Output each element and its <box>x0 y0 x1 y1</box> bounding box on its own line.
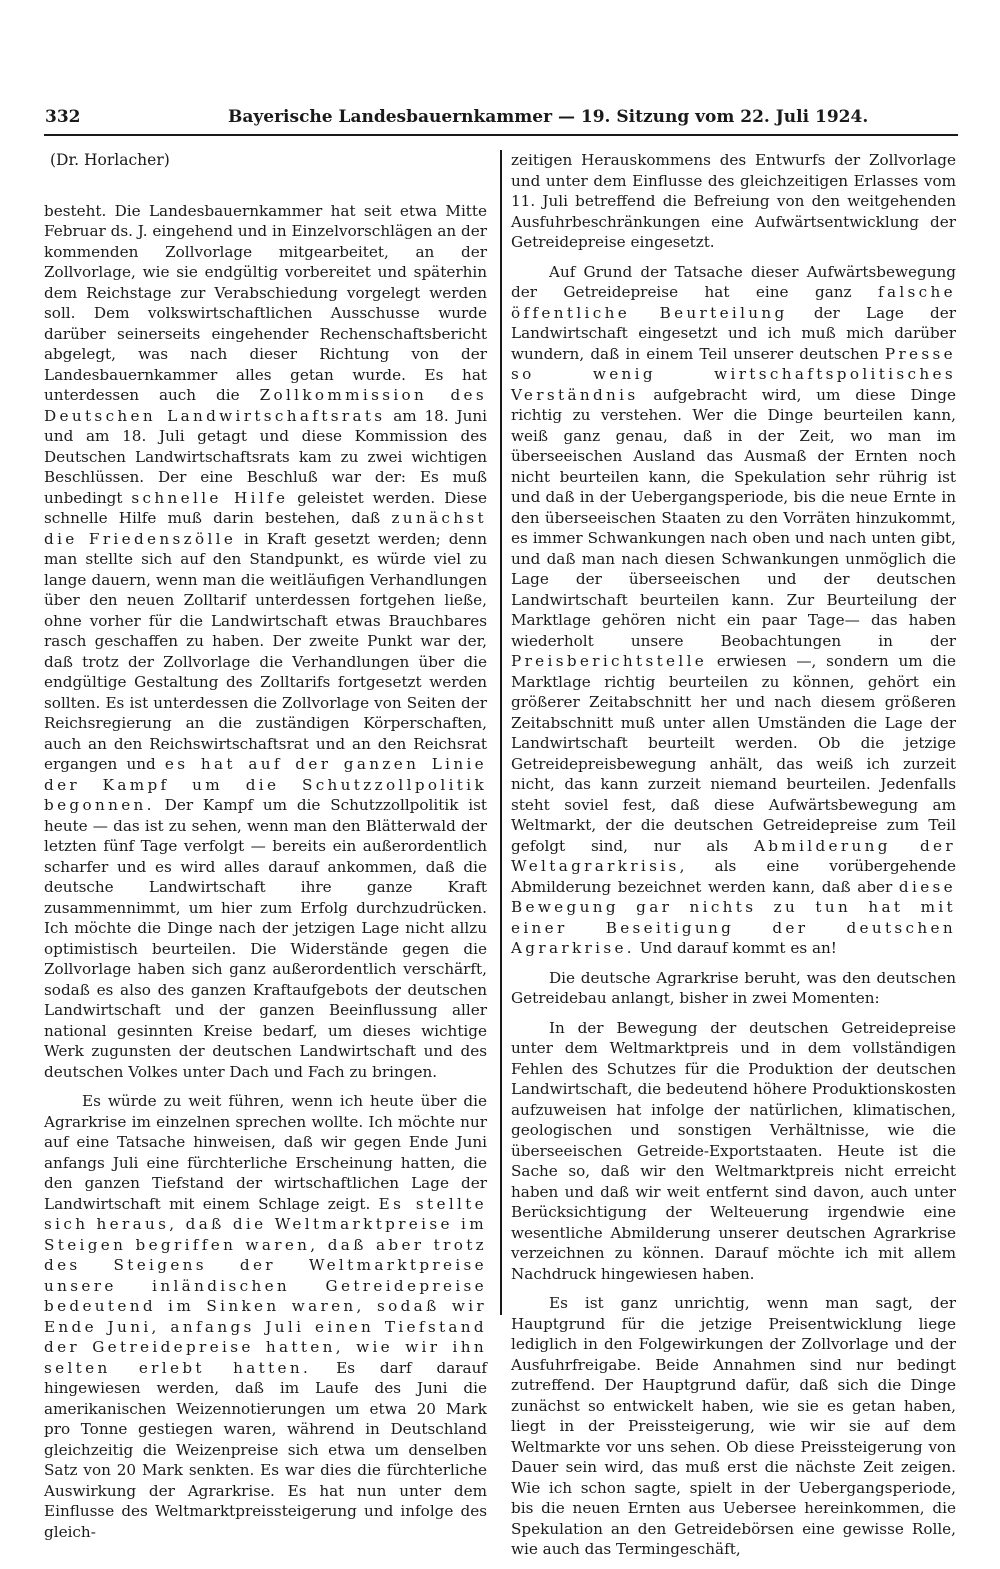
emphasis-text: Zollkommission des Deutschen Landwirtschaftsrats <box>44 386 488 425</box>
column-divider <box>500 150 502 1315</box>
emphasis-text: Abmilderung der Weltagrarkrisis <box>511 836 956 875</box>
text-run: Auf Grund der Tatsache dieser Aufwärtsbewegung der Getreidepreise hat eine ganz <box>511 262 956 301</box>
emphasis-text: zunächst die Friedenszölle <box>44 509 487 548</box>
text-run: aufgebracht wird, um diese Dinge richtig zu verstehen. Wer die Dinge beurteilen kann, weiß ganz genau, daß in der Zeit, wo man im überseeischen Ausland das Ausmaß der Ernten noch nicht beurteilen kann, die Spekulation sehr rührig ist und daß in der Uebergangsperiode, bis die neue Ernte in den überseeischen Staaten zu den Vorräten hinzukommt, es immer Schwankungen nach oben und nach unten gibt, und daß man nach diesen Schwankungen unmöglich die Lage der überseeischen und der deutschen Landwirtschaft beurteilen kann. Zur Beurteilung der Marktlage gehören nicht ein paar Tage— das haben wiederholt unsere Beobachtungen in der <box>511 385 956 650</box>
paragraph <box>44 201 487 1083</box>
emphasis-text: Preisberichtstelle <box>511 652 708 670</box>
text-run: Der Kampf um die Schutzzollpolitik ist heute — das ist zu sehen, wenn man den Blätterwald der letzten fünf Tage verfolgt — bereits ein außerordentlich scharfer und es wird alles darauf ankommen, daß die deutsche Landwirtschaft ihre ganze Kraft zusammennimmt, um hier zum Erfolg durchzudrücken. Ich möchte die Dinge nach der jetzigen Lage nicht allzu optimistisch beurteilen. Die Widerstände gegen die Zollvorlage haben sich ganz außerordentlich verschärft, sodaß es also des ganzen Kraftaufgebots der deutschen Landwirtschaft und der ganzen Beeinflussung aller national gesinnten Kreise bedarf, um dieses wichtige Werk zugunsten der deutschen Landwirtschaft und des deutschen Volkes unter Dach und Fach zu bringen. <box>44 796 487 1081</box>
emphasis-text: Presse so wenig wirtschaftspolitisches Verständnis <box>511 344 956 404</box>
emphasis-text: falsche öffentliche Beurteilung <box>511 283 956 322</box>
text-run: der Lage der Landwirtschaft eingesetzt und ich muß mich darüber wundern, daß in einem Teil unserer deutschen <box>511 303 956 363</box>
text-run: Und darauf kommt es an! <box>634 939 837 957</box>
right-column <box>511 150 956 1569</box>
text-run: Es würde zu weit führen, wenn ich heute über die Agrarkrise im einzelnen sprechen wollte. Ich möchte nur auf eine Tatsache hinweisen, daß wir gegen Ende Juni anfangs Juli eine fürchterliche Erscheinung hatten, die den ganzen Tiefstand der wirtschaftlichen Lage der Landwirtschaft mit einem Schlage zeigt. <box>44 1092 487 1213</box>
header-rule <box>44 134 958 136</box>
text-run: geleistet werden. Diese schnelle Hilfe muß darin bestehen, daß <box>44 488 487 527</box>
emphasis-text: schnelle Hilfe <box>131 488 289 507</box>
text-run: am 18. Juni und am 18. Juli getagt und diese Kommission des Deutschen Landwirtschaftsrats kam zu zwei wichtigen Beschlüssen. Der eine Beschluß war der: Es muß unbedingt <box>44 406 487 507</box>
text-run: erwiesen —, sondern um die Marktlage richtig beurteilen zu können, gehört ein größerer Zeitabschnitt her und nach diesem größeren Zeitabschnitt muß unter allen Umständen die Lage der Landwirtschaft beurteilt werden. Ob die jetzige Getreidepreisbewegung anhält, das weiß ich zurzeit nicht, das kann zurzeit niemand beurteilen. Jedenfalls steht soviel fest, daß diese Aufwärtsbewegung am Weltmarkt, der die deutschen Getreidepreise zum Teil gefolgt sind, nur als <box>511 652 956 855</box>
text-run: Es darf darauf hingewiesen werden, daß im Laufe des Juni die amerikanischen Weizennotierungen um etwa 20 Mark pro Tonne gestiegen waren, während in Deutschland gleichzeitig die Weizenpreise sich etwa um denselben Satz von 20 Mark senkten. Es war dies die fürchterliche Auswirkung der Agrarkrise. Es hat nun unter dem Einflusse des Weltmarktpreissteigerung und infolge des gleich- <box>44 1358 488 1541</box>
speaker-label: (Dr. Horlacher) <box>50 151 170 169</box>
paragraph: In der Bewegung der deutschen Getreidepreise unter dem Weltmarktpreis und in dem vollständigen Fehlen des Schutzes für die Produktion der deutschen Landwirtschaft, die bedeutend höhere Produktionskosten aufzuweisen hat infolge der natürlichen, klimatischen, geologischen und sonstigen Verhältnisse, wie die überseeischen Getreide-Exportstaaten. Heute ist die Sache so, daß wir den Weltmarktpreis nicht erreicht haben und daß wir weit entfernt sind davon, auch unter Berücksichtigung der Welteuerung irgendwie eine wesentliche Abmilderung unserer deutschen Agrarkrise verzeichnen zu können. Darauf möchte ich mit allem Nachdruck hingewiesen haben. <box>511 1018 956 1283</box>
running-title: Bayerische Landesbauernkammer — 19. Sitzung vom 22. Juli 1924. <box>228 107 869 127</box>
paragraph: Es ist ganz unrichtig, wenn man sagt, der Hauptgrund für die jetzige Preisentwicklung liege lediglich in den Folgewirkungen der Zollvorlage und der Ausfuhrfreigabe. Beide Annahmen sind nur bedingt zutreffend. Der Hauptgrund dafür, daß sich die Dinge zunächst so entwickelt haben, wie sie es getan haben, liegt in der Preissteigerung, wie wir sie auf dem Weltmarkte vor uns sehen. Ob diese Preissteigerung von Dauer sein wird, das muß erst die nächste Zeit zeigen. Wie ich schon sagte, spielt in der Uebergangsperiode, bis die neuen Ernten aus Uebersee hereinkommen, die Spekulation an den Getreidebörsen eine gewisse Rolle, wie auch das Termingeschäft, <box>511 1294 956 1558</box>
paragraph <box>511 262 956 959</box>
page-number: 332 <box>45 107 81 127</box>
text-run: in Kraft gesetzt werden; denn man stellte sich auf den Standpunkt, es würde viel zu lange dauern, wenn man die weitläufigen Verhandlungen über den neuen Zolltarif unterdessen fortgehen ließe, ohne vorher für die Landwirtschaft etwas Brauchbares rasch geschaffen zu haben. Der zweite Punkt war der, daß trotz der Zollvorlage die Verhandlungen über die endgültige Gestaltung des Zolltarifs fortgesetzt werden sollten. Es ist unterdessen die Zollvorlage von Seiten der Reichsregierung an die zuständigen Körperschaften, auch an den Reichswirtschaftsrat und an den Reichsrat ergangen und <box>44 529 487 773</box>
emphasis-text: diese Bewegung gar nichts zu tun hat mit einer Beseitigung der deutschen Agrarkrise. <box>511 877 956 957</box>
text-run: , als eine vorübergehende Abmilderung bezeichnet werden kann, daß aber <box>511 857 956 896</box>
emphasis-text: Es stellte sich heraus, daß die Weltmarktpreise im Steigen begriffen waren, daß aber trotz des Steigens der Weltmarktpreise unsere inländischen Getreidepreise bedeutend im Sinken waren, sodaß wir Ende Juni, anfangs Juli einen Tiefstand der Getreidepreise hatten, wie wir ihn selten erlebt hatten. <box>44 1194 487 1377</box>
paragraph: Die deutsche Agrarkrise beruht, was den deutschen Getreidebau anlangt, bisher in zwei Momenten: <box>511 968 956 1007</box>
paragraph <box>44 1091 487 1542</box>
paragraph: zeitigen Herauskommens des Entwurfs der Zollvorlage und unter dem Einflusse des gleichzeitigen Erlasses vom 11. Juli betreffend die Befreiung von den weitgehenden Ausfuhrbeschränkungen eine Aufwärtsentwicklung der Getreidepreise eingesetzt. <box>511 151 956 251</box>
text-run: besteht. Die Landesbauernkammer hat seit etwa Mitte Februar ds. J. eingehend und in Einzelvorschlägen an der kommenden Zollvorlage mitgearbeitet, an der Zollvorlage, wie sie endgültig vorbereitet und späterhin dem Reichstage zur Verabschiedung vorgelegt werden soll. Dem volkswirtschaftlichen Ausschusse wurde darüber seinerseits eingehender Rechenschaftsbericht abgelegt, was nach dieser Richtung von der Landesbauernkammer alles getan wurde. Es hat unterdessen auch die <box>44 201 487 404</box>
left-column <box>44 150 487 1551</box>
emphasis-text: es hat auf der ganzen Linie der Kampf um die Schutzzollpolitik begonnen. <box>44 755 487 814</box>
